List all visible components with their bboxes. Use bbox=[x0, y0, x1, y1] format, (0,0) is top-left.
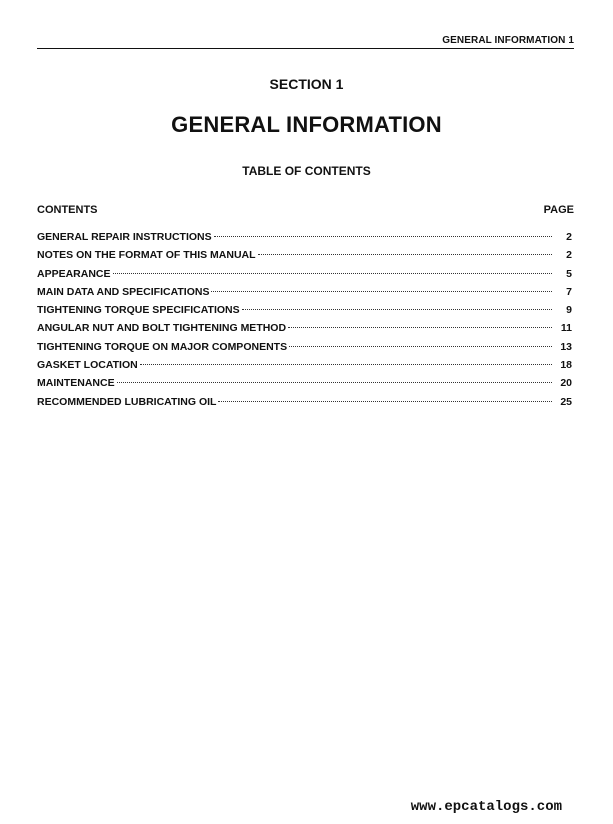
toc-entry-page: 13 bbox=[560, 340, 572, 353]
toc-entry-title: RECOMMENDED LUBRICATING OIL bbox=[37, 395, 217, 408]
toc-entry-title: GENERAL REPAIR INSTRUCTIONS bbox=[37, 231, 212, 243]
watermark: www.epcatalogs.com bbox=[410, 799, 562, 815]
toc-dot-leader bbox=[288, 327, 552, 328]
toc-entry-page: 25 bbox=[560, 395, 572, 408]
toc-entry-page: 20 bbox=[560, 377, 572, 390]
toc-entry[interactable] bbox=[37, 396, 574, 414]
toc-dot-leader bbox=[289, 346, 552, 347]
toc-entry-page: 2 bbox=[566, 249, 572, 262]
toc-entry-title: TIGHTENING TORQUE ON MAJOR COMPONENTS bbox=[37, 340, 288, 353]
toc-dot-leader bbox=[117, 382, 552, 383]
running-header-title: GENERAL INFORMATION 1 bbox=[442, 35, 574, 46]
toc-column-headers bbox=[37, 204, 574, 216]
toc-entry-title: MAIN DATA AND SPECIFICATIONS bbox=[37, 285, 210, 298]
toc-entry-title: TIGHTENING TORQUE SPECIFICATIONS bbox=[37, 304, 240, 317]
toc-dot-leader bbox=[211, 291, 552, 292]
toc-entry-title: ANGULAR NUT AND BOLT TIGHTENING METHOD bbox=[37, 322, 287, 335]
toc-entry-title: MAINTENANCE bbox=[37, 377, 115, 390]
toc-entry-page: 18 bbox=[560, 359, 572, 372]
toc-dot-leader bbox=[113, 273, 552, 274]
toc-entry-title: NOTES ON THE FORMAT OF THIS MANUAL bbox=[37, 249, 256, 262]
toc-dot-leader bbox=[258, 254, 552, 255]
toc-entry-page: 2 bbox=[566, 231, 572, 243]
toc-entry[interactable] bbox=[37, 268, 574, 286]
toc-entry-page: 9 bbox=[566, 304, 572, 317]
toc-dot-leader bbox=[242, 309, 552, 310]
toc-entry[interactable] bbox=[37, 341, 574, 359]
toc-entry-title: APPEARANCE bbox=[37, 267, 111, 280]
toc-entry-page: 7 bbox=[566, 285, 572, 298]
toc-entry[interactable] bbox=[37, 377, 574, 395]
section-label: SECTION 1 bbox=[269, 76, 344, 92]
toc-entry-page: 5 bbox=[566, 267, 572, 280]
toc-dot-leader bbox=[214, 236, 552, 237]
toc-entry[interactable] bbox=[37, 322, 574, 340]
toc-entry[interactable] bbox=[37, 304, 574, 322]
page-title: GENERAL INFORMATION bbox=[171, 112, 442, 137]
running-header bbox=[37, 35, 574, 49]
toc-entry[interactable] bbox=[37, 231, 574, 249]
toc-dot-leader bbox=[140, 364, 552, 365]
toc-entry[interactable] bbox=[37, 286, 574, 304]
toc-list bbox=[37, 231, 574, 414]
toc-entry[interactable] bbox=[37, 359, 574, 377]
toc-entry-page: 11 bbox=[560, 322, 572, 335]
toc-title: TABLE OF CONTENTS bbox=[242, 164, 371, 178]
toc-contents-header: CONTENTS bbox=[37, 204, 98, 216]
toc-dot-leader bbox=[218, 401, 552, 402]
toc-entry-title: GASKET LOCATION bbox=[37, 359, 138, 372]
toc-entry[interactable] bbox=[37, 249, 574, 267]
toc-page-header: PAGE bbox=[543, 204, 574, 216]
